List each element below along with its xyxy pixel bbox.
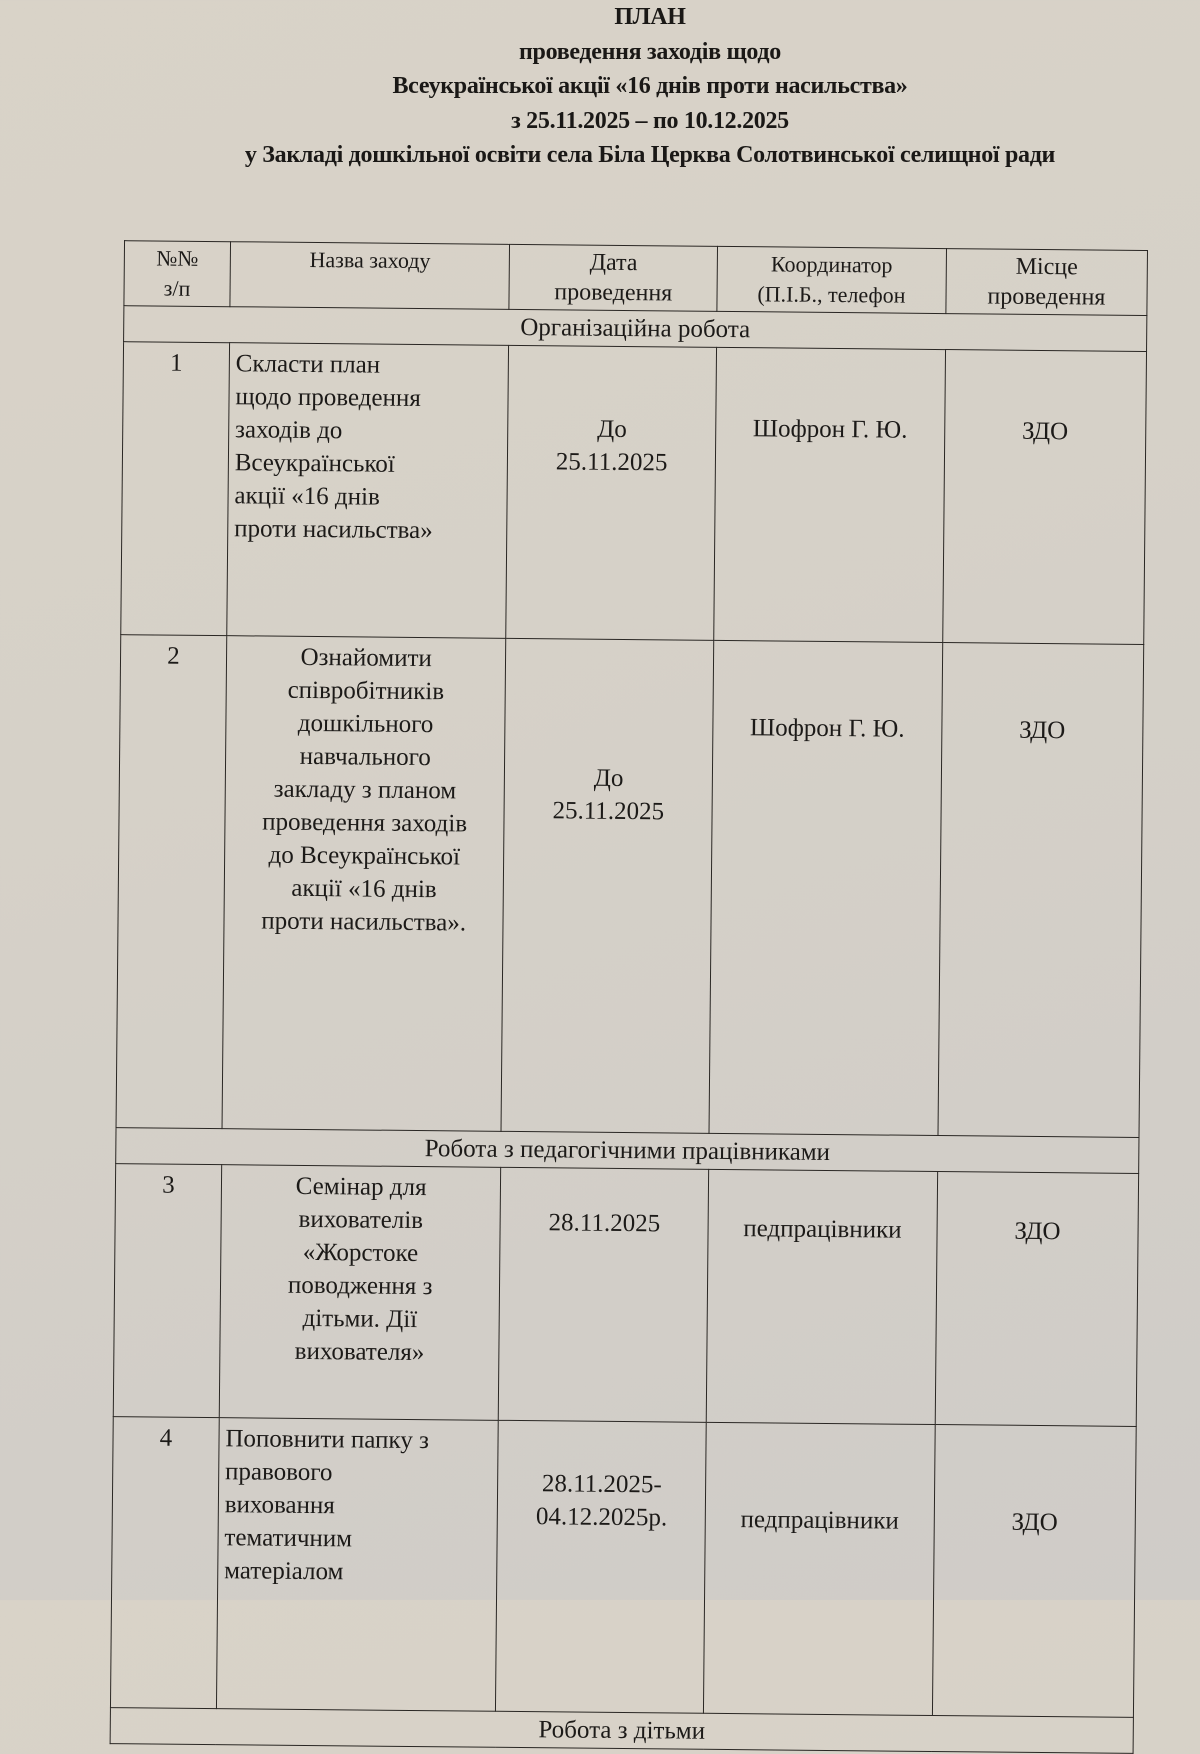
title-subtitle: проведення заходів щодо	[519, 38, 781, 65]
table-row	[121, 342, 1147, 645]
cell-num: 4	[110, 1417, 219, 1709]
cell-coordinator: педпрацівники	[706, 1169, 937, 1424]
cell-place: ЗДО	[942, 350, 1146, 645]
cell-name: Поповнити папку з правового виховання тематичним матеріалом	[216, 1418, 498, 1712]
cell-place: ЗДО	[932, 1425, 1136, 1718]
table-row	[113, 1164, 1138, 1427]
section-title-pedagogical-staff: Робота з педагогічними працівниками	[116, 1128, 1139, 1174]
cell-coordinator: Шофрон Г. Ю.	[714, 347, 946, 642]
cell-name: Ознайомити співробітників дошкільного навчального закладу з планом проведення заходів до Всеукраїнської акції «16 днів проти насильства».	[222, 636, 506, 1132]
plan-table	[110, 240, 1148, 1754]
cell-num: 1	[121, 342, 230, 636]
cell-place: ЗДО	[938, 643, 1144, 1138]
header-date: Дата проведення	[509, 244, 717, 311]
cell-coordinator: педпрацівники	[703, 1422, 935, 1715]
cell-name: Семінар для вихователів «Жорстоке поводження з дітьми. Дії вихователя»	[219, 1165, 501, 1421]
cell-place: ЗДО	[935, 1172, 1139, 1427]
header-place: Місце проведення	[946, 249, 1148, 316]
table-header-row	[124, 241, 1148, 316]
header-num: №№ з/п	[124, 241, 231, 307]
section-title-work-with-children: Робота з дітьми	[110, 1708, 1133, 1754]
table-row	[116, 635, 1144, 1138]
table-row	[110, 1417, 1136, 1718]
cell-date: 28.11.2025- 04.12.2025р.	[496, 1420, 706, 1713]
title-period: з 25.11.2025 – по 10.12.2025	[511, 107, 789, 134]
document-title	[150, 0, 1150, 173]
title-campaign: Всеукраїнської акції «16 днів проти насильства»	[392, 73, 908, 99]
section-title-organizational: Організаційна робота	[124, 306, 1147, 352]
cell-num: 3	[113, 1164, 221, 1418]
cell-name: Скласти план щодо проведення заходів до Всеукраїнської акції «16 днів проти насильства»	[227, 343, 509, 639]
title-plan: ПЛАН	[614, 4, 686, 30]
cell-date: До 25.11.2025	[506, 345, 716, 640]
header-coordinator: Координатор (П.І.Б., телефон	[717, 246, 946, 313]
cell-coordinator: Шофрон Г. Ю.	[709, 640, 942, 1135]
cell-date: До 25.11.2025	[501, 638, 713, 1133]
title-institution: у Закладі дошкільної освіти села Біла Церква Солотвинської селищної ради	[244, 142, 1056, 168]
header-name: Назва заходу	[230, 242, 510, 310]
cell-num: 2	[116, 635, 227, 1129]
cell-date: 28.11.2025	[499, 1167, 709, 1422]
